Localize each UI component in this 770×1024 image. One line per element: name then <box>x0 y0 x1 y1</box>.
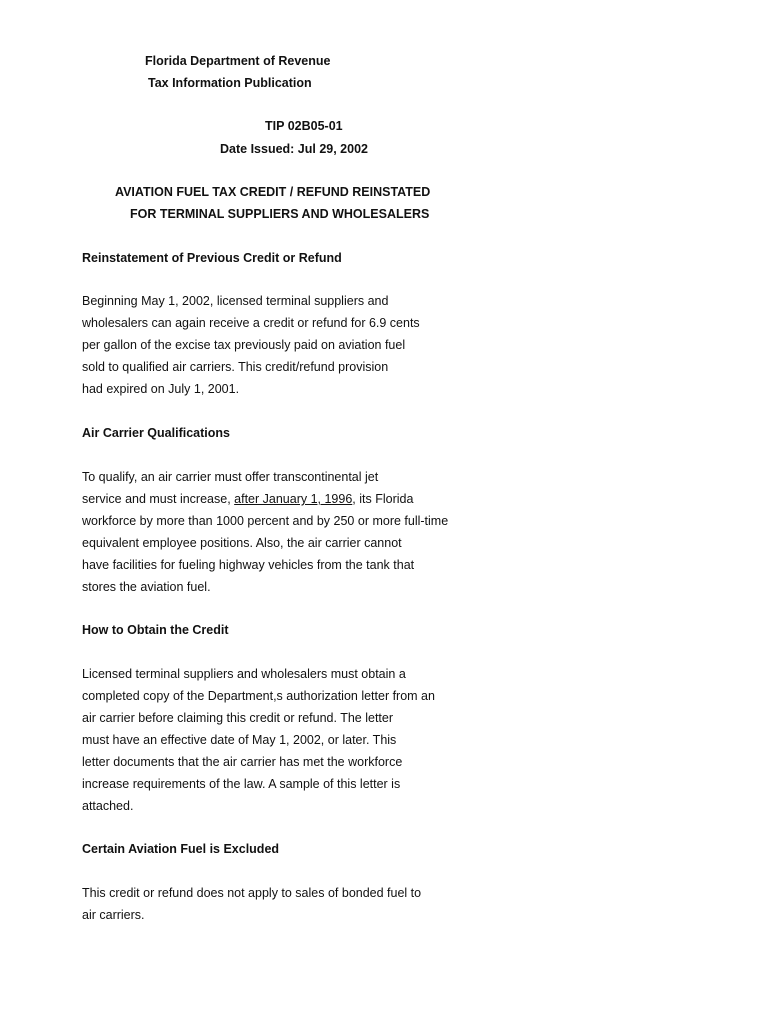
publication-type: Tax Information Publication <box>148 76 312 90</box>
paragraph-line: air carriers. <box>82 908 145 922</box>
tip-number: TIP 02B05-01 <box>265 119 343 133</box>
paragraph-line-with-underline <box>82 491 413 507</box>
paragraph-line: attached. <box>82 799 134 813</box>
agency-name: Florida Department of Revenue <box>145 54 331 68</box>
paragraph-text: , its Florida <box>352 492 414 506</box>
paragraph-line: Licensed terminal suppliers and wholesalers must obtain a <box>82 667 406 681</box>
paragraph-line: per gallon of the excise tax previously paid on aviation fuel <box>82 338 406 352</box>
underlined-date-text: after January 1, 1996 <box>234 492 353 506</box>
section-heading-air-carrier-qualifications: Air Carrier Qualifications <box>82 426 230 440</box>
section-heading-reinstatement: Reinstatement of Previous Credit or Refund <box>82 251 342 265</box>
paragraph-line: increase requirements of the law. A sample of this letter is <box>82 777 401 791</box>
date-issued: Date Issued: Jul 29, 2002 <box>220 142 368 156</box>
document-title-line-2: FOR TERMINAL SUPPLIERS AND WHOLESALERS <box>130 207 430 221</box>
paragraph-line: sold to qualified air carriers. This credit/refund provision <box>82 360 389 374</box>
paragraph-line: equivalent employee positions. Also, the air carrier cannot <box>82 536 402 550</box>
paragraph-line: Beginning May 1, 2002, licensed terminal suppliers and <box>82 294 389 308</box>
paragraph-line: air carrier before claiming this credit or refund. The letter <box>82 711 394 725</box>
paragraph-line: must have an effective date of May 1, 2002, or later. This <box>82 733 397 747</box>
section-heading-excluded-fuel: Certain Aviation Fuel is Excluded <box>82 842 280 856</box>
paragraph-line: stores the aviation fuel. <box>82 580 211 594</box>
paragraph-line: have facilities for fueling highway vehicles from the tank that <box>82 558 415 572</box>
paragraph-line: wholesalers can again receive a credit or refund for 6.9 cents <box>82 316 420 330</box>
paragraph-line: had expired on July 1, 2001. <box>82 382 240 396</box>
paragraph-line: This credit or refund does not apply to sales of bonded fuel to <box>82 886 422 900</box>
paragraph-line: letter documents that the air carrier has met the workforce <box>82 755 403 769</box>
paragraph-line: completed copy of the Department,s authorization letter from an <box>82 689 435 703</box>
section-heading-how-to-obtain: How to Obtain the Credit <box>82 623 229 637</box>
paragraph-text: service and must increase, <box>82 492 235 506</box>
paragraph-line: To qualify, an air carrier must offer transcontinental jet <box>82 470 379 484</box>
paragraph-line: workforce by more than 1000 percent and by 250 or more full-time <box>82 514 449 528</box>
document-title-line-1: AVIATION FUEL TAX CREDIT / REFUND REINSTATED <box>115 185 431 199</box>
